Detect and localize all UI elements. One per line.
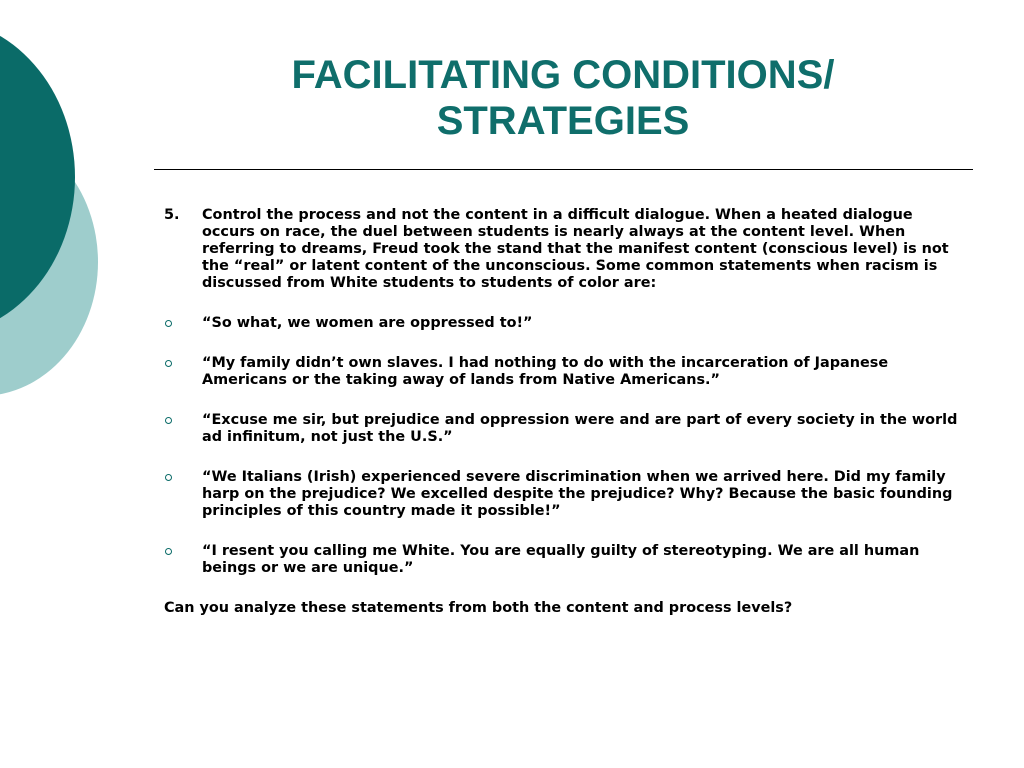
statement-text: “I resent you calling me White. You are equally guilty of stereotyping. We are all human beings or we are unique.” [202, 543, 920, 576]
statement-text: “My family didn’t own slaves. I had nothing to do with the incarceration of Japanese Americans or the taking away of lands from Native Americans.” [202, 355, 889, 388]
statement-item [164, 412, 964, 446]
statement-text: “So what, we women are oppressed to!” [202, 315, 533, 331]
intro-paragraph [164, 207, 964, 292]
statement-text: “Excuse me sir, but prejudice and oppression were and are part of every society in the world ad infinitum, not just the U.S.” [202, 412, 958, 445]
title-divider [154, 169, 973, 170]
intro-number: 5. [164, 207, 180, 223]
statement-item [164, 543, 964, 577]
statement-item [164, 315, 964, 332]
statement-text: “We Italians (Irish) experienced severe discrimination when we arrived here. Did my family harp on the prejudice? We excelled despite the prejudice? Why? Because the basic founding principles of this country made it possible!” [202, 469, 953, 519]
intro-text: Control the process and not the content in a difficult dialogue. When a heated dialogue occurs on race, the duel between students is nearly always at the content level. When referring to dreams, Freud took the stand that the manifest content (conscious level) is not the “real” or latent content of the unconscious. Some common statements when racism is discussed from White students to students of color are: [202, 207, 949, 291]
hollow-circle-icon [165, 360, 172, 367]
hollow-circle-icon [165, 320, 172, 327]
statement-list [164, 315, 964, 577]
statement-item [164, 355, 964, 389]
closing-question: Can you analyze these statements from both the content and process levels? [164, 600, 793, 616]
slide-title [152, 52, 974, 144]
hollow-circle-icon [165, 548, 172, 555]
statement-item [164, 469, 964, 520]
hollow-circle-icon [165, 417, 172, 424]
slide-title-line-1: FACILITATING CONDITIONS/ [291, 53, 835, 97]
slide-title-line-2: STRATEGIES [436, 99, 690, 143]
slide-body [164, 207, 964, 617]
hollow-circle-icon [165, 474, 172, 481]
